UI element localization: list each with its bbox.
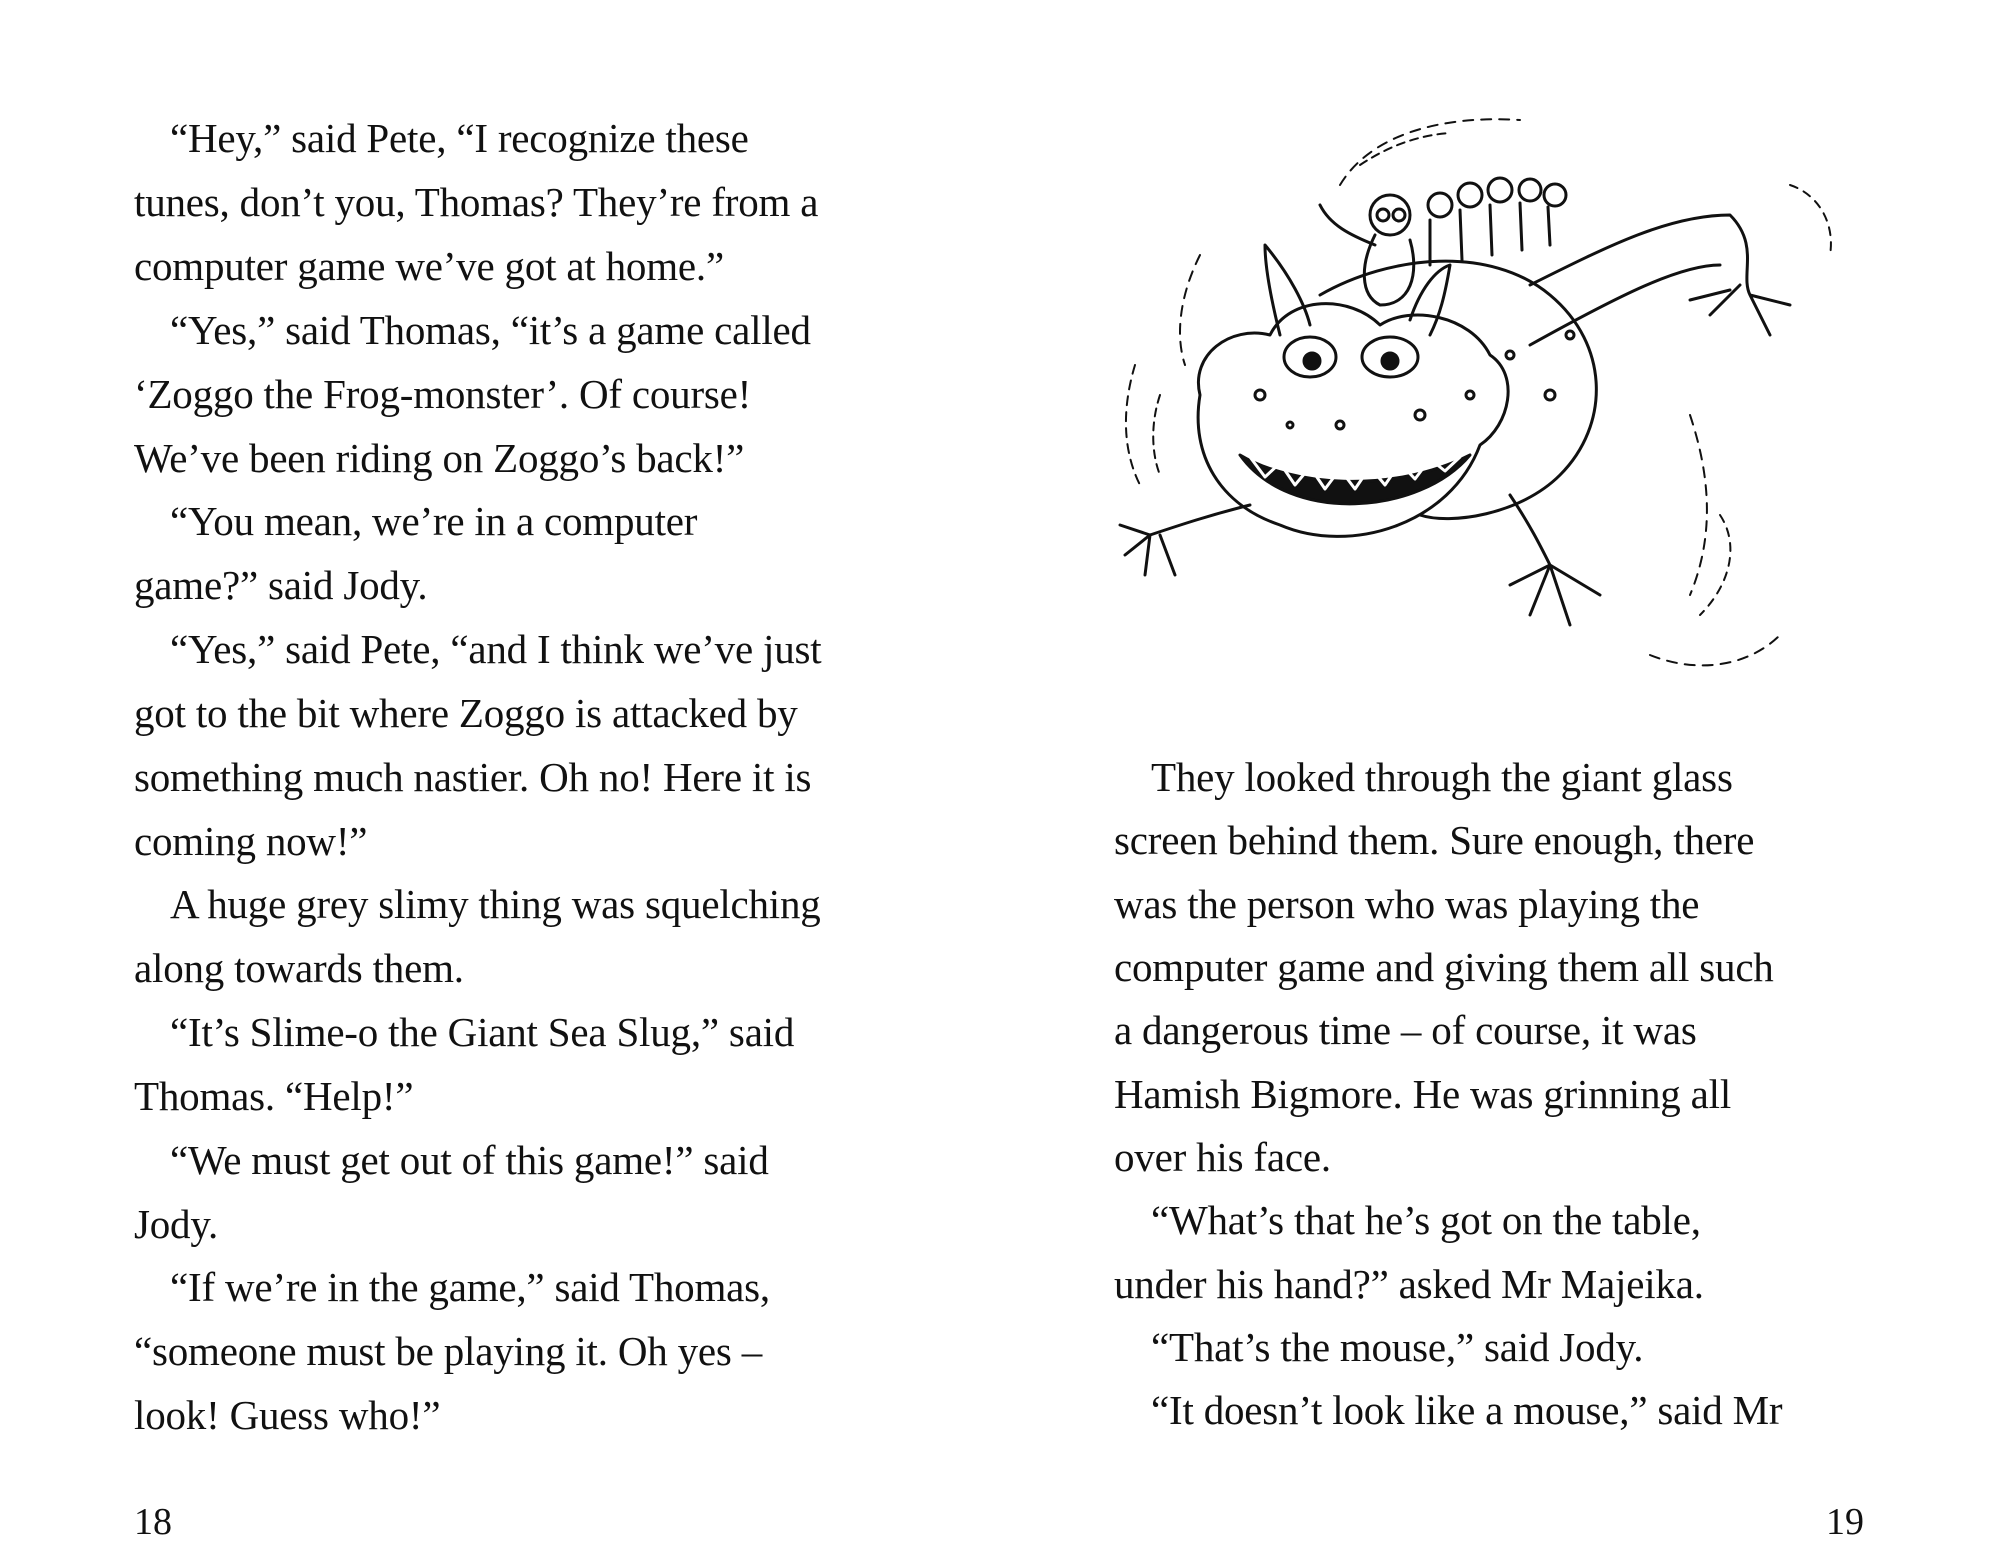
text-line: We’ve been riding on Zoggo’s back!” bbox=[134, 435, 745, 481]
text-line: computer game and giving them all such bbox=[1114, 944, 1774, 990]
text-line: got to the bit where Zoggo is attacked by bbox=[134, 690, 798, 736]
text-line: “Hey,” said Pete, “I recognize these bbox=[170, 115, 749, 161]
text-line: look! Guess who!” bbox=[134, 1392, 441, 1438]
text-line: “It doesn’t look like a mouse,” said Mr bbox=[1151, 1387, 1783, 1433]
text-line: “You mean, we’re in a computer bbox=[170, 498, 698, 544]
text-line: A huge grey slimy thing was squelching bbox=[170, 881, 821, 927]
page-number: 19 bbox=[1826, 1501, 1864, 1543]
text-line: tunes, don’t you, Thomas? They’re from a bbox=[134, 179, 819, 225]
text-line: computer game we’ve got at home.” bbox=[134, 243, 724, 289]
text-line: game?” said Jody. bbox=[134, 562, 428, 608]
text-line: “It’s Slime-o the Giant Sea Slug,” said bbox=[170, 1009, 795, 1055]
text-line: They looked through the giant glass bbox=[1151, 754, 1733, 800]
text-line: under his hand?” asked Mr Majeika. bbox=[1114, 1261, 1704, 1307]
text-line: “What’s that he’s got on the table, bbox=[1151, 1197, 1701, 1243]
text-line: screen behind them. Sure enough, there bbox=[1114, 817, 1755, 863]
text-line: “We must get out of this game!” said bbox=[170, 1137, 769, 1183]
text-line: coming now!” bbox=[134, 818, 368, 864]
text-line: something much nastier. Oh no! Here it is bbox=[134, 754, 812, 800]
text-line: was the person who was playing the bbox=[1114, 881, 1700, 927]
text-line: ‘Zoggo the Frog-monster’. Of course! bbox=[134, 371, 752, 417]
text-line: Hamish Bigmore. He was grinning all bbox=[1114, 1071, 1732, 1117]
text-line: “That’s the mouse,” said Jody. bbox=[1151, 1324, 1644, 1370]
text-line: over his face. bbox=[1114, 1134, 1331, 1180]
text-line: “If we’re in the game,” said Thomas, bbox=[170, 1264, 770, 1310]
right-page bbox=[1000, 0, 2000, 1561]
text-line: “someone must be playing it. Oh yes – bbox=[134, 1328, 762, 1374]
text-line: “Yes,” said Pete, “and I think we’ve just bbox=[170, 626, 822, 672]
text-line: Jody. bbox=[134, 1201, 219, 1247]
text-line: along towards them. bbox=[134, 945, 464, 991]
text-line: Thomas. “Help!” bbox=[134, 1073, 414, 1119]
page-number: 18 bbox=[134, 1501, 172, 1543]
text-line: “Yes,” said Thomas, “it’s a game called bbox=[170, 307, 811, 353]
text-line: a dangerous time – of course, it was bbox=[1114, 1007, 1697, 1053]
